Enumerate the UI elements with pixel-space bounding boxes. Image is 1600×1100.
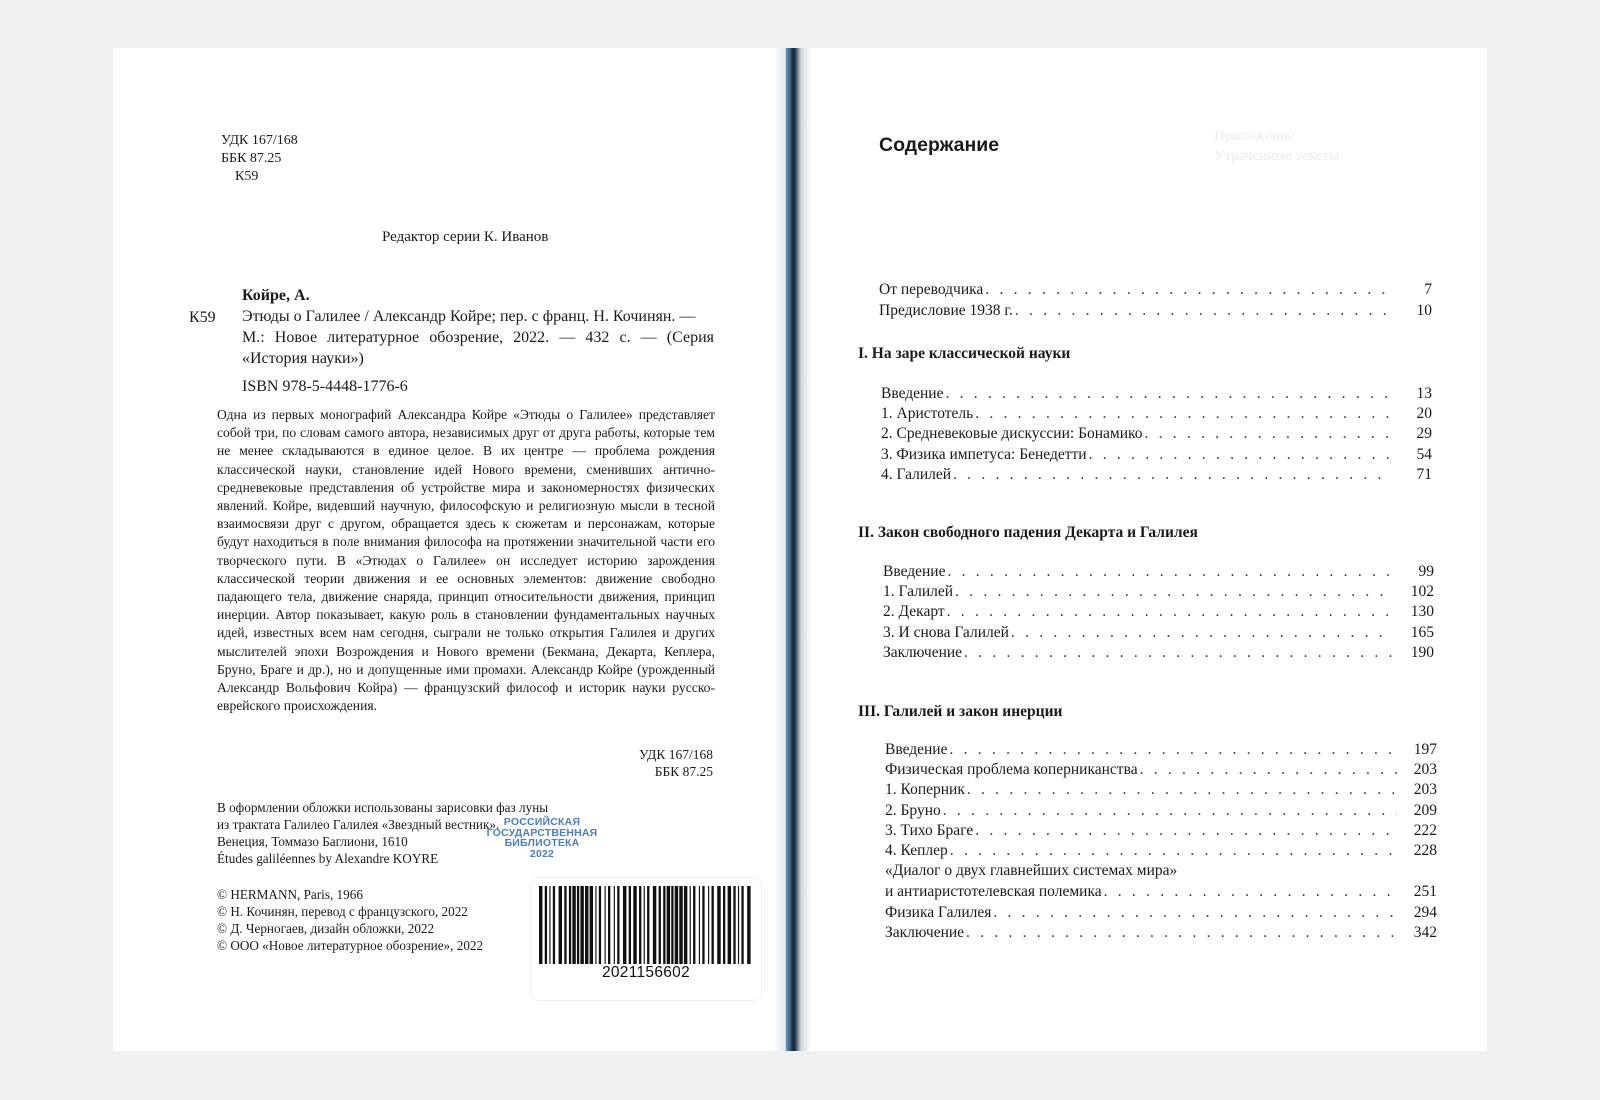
- toc-page-number: 165: [1410, 623, 1434, 641]
- barcode-bar: [728, 886, 731, 964]
- toc-page-number: 20: [1416, 405, 1432, 423]
- toc-leader-dots: [985, 280, 1392, 299]
- toc-entry-title: 2. Средневековые дискуссии: Бонамико: [881, 425, 1143, 443]
- record-line-1: Этюды о Галилее / Александр Койре; пер. с франц. Н. Кочинян. —: [242, 308, 696, 325]
- barcode-bar: [679, 886, 682, 964]
- author-mark: К59: [235, 169, 259, 184]
- toc-page-number: 222: [1413, 821, 1437, 839]
- toc-entry-title: Заключение: [883, 643, 963, 661]
- barcode-bar: [693, 886, 695, 964]
- annotation-bbk: ББК 87.25: [654, 764, 713, 779]
- toc-entry: [883, 582, 1434, 601]
- barcode-bar: [580, 886, 583, 964]
- toc-leader-dots: [950, 841, 1397, 860]
- barcode-bar: [590, 886, 593, 964]
- toc-leader-dots: [1145, 424, 1393, 443]
- toc-entry-title: 2. Декарт: [883, 603, 945, 621]
- toc-page-number: 71: [1416, 465, 1432, 483]
- toc-leader-dots: [964, 643, 1394, 662]
- toc-page-number: 13: [1416, 385, 1432, 402]
- toc-entry-title: 4. Кеплер: [885, 842, 948, 859]
- bbk-code: ББК 87.25: [221, 151, 282, 166]
- toc-page-number: 102: [1410, 583, 1434, 601]
- author-mark-side: К59: [189, 309, 216, 326]
- toc-entry-title: Введение: [883, 563, 946, 580]
- toc-entry-title: Введение: [885, 741, 948, 758]
- barcode-bar: [549, 886, 550, 964]
- barcode-bar: [675, 886, 678, 964]
- barcode-bar: [747, 886, 750, 964]
- original-title: Études galiléennes by Alexandre KOYRE: [217, 851, 439, 866]
- barcode-bar: [608, 886, 610, 964]
- toc-leader-dots: [955, 582, 1394, 601]
- toc-leader-dots: [949, 740, 1397, 759]
- copyright-line: © ООО «Новое литературное обозрение», 2022: [217, 938, 484, 953]
- toc-entry-title: 3. Тихо Браге: [885, 821, 974, 839]
- toc-page-number: 197: [1413, 741, 1437, 758]
- cover-note-line: В оформлении обложки использованы зарисовки фаз луны: [217, 800, 549, 815]
- toc-entry-title: От переводчика: [879, 281, 984, 298]
- toc-entry: [885, 801, 1437, 820]
- stamp-line: РОССИЙСКАЯ: [503, 816, 581, 828]
- barcode-bar: [723, 886, 725, 964]
- cover-note-line: Венеция, Томмазо Баглиони, 1610: [217, 834, 408, 849]
- annotation: Одна из первых монографий Александра Койре «Этюды о Галилее» представляет собой три, по словам самого автора, независимых друг от друга работы, которые тем не менее складываются в единое целое. В их центре — проблема рождения классической науки, становление идей Нового времени, сменивших антично-средневековые представления об устройстве мира и закономерностях физических явлений. Койре, видевший научную, философскую и религиозную мысли в тесной взаимосвязи друг с другом, обращается здесь к сюжетам и персонажам, которые будут находиться в поле внимания философа на протяжении значительной части его творческого пути. В «Этюдах о Галилее» он исследует историю зарождения классической теории движения и ее основных элементов: движение свободно падающего тела, движение снаряда, принцип относительности движения, принцип инерции. Автор показывает, какую роль в становлении фундаментальных научных идей, известных всем нам сегодня, сыграли не только открытия Галилея и других мыслителей эпохи Возрождения и Нового времени (Бекмана, Декарта, Кеплера, Бруно, Браге и др.), но и допущенные ими промахи. Александр Койре (урожденный Александр Вольфович Койра) — французский философ и историк науки русско-еврейского происхождения.: [217, 407, 715, 714]
- toc-leader-dots: [1140, 760, 1397, 779]
- toc-leader-dots: [975, 404, 1392, 423]
- barcode-bar: [659, 886, 661, 964]
- toc-leader-dots: [1011, 623, 1394, 642]
- barcode-bar: [702, 886, 704, 964]
- isbn: ISBN 978-5-4448-1776-6: [242, 378, 408, 395]
- record-line-3: «История науки»): [242, 350, 364, 367]
- toc-leader-dots: [1089, 445, 1392, 464]
- toc-leader-dots: [945, 384, 1392, 403]
- toc-entry-title: 2. Бруно: [885, 801, 941, 819]
- barcode-bar: [733, 886, 735, 964]
- barcode-bar: [617, 886, 619, 964]
- barcode-bar: [712, 886, 714, 964]
- barcode-bar: [690, 886, 691, 964]
- copyright-line: © Н. Кочинян, перевод с французского, 2022: [217, 904, 468, 919]
- toc-entry: [881, 424, 1432, 443]
- toc-leader-dots: [953, 465, 1392, 484]
- record-author: Койре, А.: [242, 287, 310, 304]
- toc-entry-title: «Диалог о двух главнейших системах мира»: [885, 862, 1178, 880]
- toc-leader-dots: [1104, 882, 1397, 901]
- barcode-bar: [708, 886, 709, 964]
- toc-entry-title: 4. Галилей: [881, 465, 952, 483]
- bibliographic-record: [242, 285, 714, 369]
- barcode-bar: [667, 886, 670, 964]
- toc-entry: [883, 562, 1434, 581]
- barcode-bar: [639, 886, 641, 964]
- toc-entry-title: 3. Физика импетуса: Бенедетти: [881, 445, 1087, 463]
- barcode-bar: [553, 886, 555, 964]
- toc-leader-dots: [993, 903, 1397, 922]
- toc-entry: [885, 821, 1437, 840]
- toc-leader-dots: [943, 801, 1397, 820]
- library-stamp: [480, 817, 604, 859]
- toc-entry-title: Физика Галилея: [885, 903, 992, 921]
- toc-entry: [881, 384, 1432, 403]
- toc-entry-title: 3. И снова Галилей: [883, 623, 1009, 641]
- barcode-label: [531, 878, 761, 1000]
- barcode-bar: [699, 886, 700, 964]
- toc-section-heading: I. На заре классической науки: [858, 345, 1071, 362]
- toc-leader-dots: [947, 602, 1394, 621]
- toc-entry-title: 1. Коперник: [885, 781, 965, 799]
- barcode-bars: [537, 886, 755, 964]
- barcode-bar: [684, 886, 687, 964]
- toc-entry-title: Заключение: [885, 923, 965, 941]
- toc-page-number: 228: [1413, 842, 1437, 859]
- stamp-line: 2022: [529, 847, 555, 860]
- barcode-bar: [572, 886, 575, 964]
- barcode-bar: [647, 886, 649, 964]
- stamp-line: БИБЛИОТЕКА: [504, 837, 580, 849]
- barcode-bar: [671, 886, 673, 964]
- toc-page-number: 209: [1413, 801, 1437, 819]
- toc-section-heading: II. Закон свободного падения Декарта и Галилея: [858, 524, 1198, 541]
- toc-page-number: 99: [1418, 563, 1434, 580]
- barcode-bar: [605, 886, 606, 964]
- toc-entry-title: Введение: [881, 385, 944, 402]
- gutter-shadow: [786, 48, 790, 1051]
- contents-page: [789, 48, 1487, 1051]
- barcode-bar: [741, 886, 743, 964]
- barcode-bar: [644, 886, 645, 964]
- toc-entry: [879, 301, 1432, 320]
- toc-entry-title: 1. Аристотель: [881, 405, 974, 423]
- barcode-bar: [614, 886, 615, 964]
- barcode-bar: [545, 886, 547, 964]
- annotation-codes: [583, 746, 713, 780]
- toc-entry: [885, 882, 1437, 901]
- toc-leader-dots: [975, 821, 1397, 840]
- barcode-bar: [539, 886, 542, 964]
- toc-entry: [885, 841, 1437, 860]
- toc-entry: [881, 404, 1432, 423]
- barcode-bar: [595, 886, 596, 964]
- barcode-bar: [738, 886, 739, 964]
- toc-entry: [881, 465, 1432, 484]
- copyright-block: [217, 886, 483, 954]
- barcode-bar: [717, 886, 720, 964]
- toc-leader-dots: [947, 562, 1394, 581]
- toc-page-number: 54: [1416, 445, 1432, 463]
- barcode-bar: [623, 886, 626, 964]
- toc-entry: [879, 280, 1432, 299]
- toc-entry: [883, 643, 1434, 662]
- annotation-udk: УДК 167/168: [638, 747, 713, 762]
- toc-page-number: 130: [1410, 603, 1434, 621]
- toc-page-number: 294: [1413, 903, 1437, 921]
- toc-entry-title: и антиаристотелевская полемика: [885, 883, 1102, 901]
- toc-leader-dots: [1015, 301, 1392, 320]
- toc-entry: [885, 923, 1437, 942]
- toc-entry-title: Предисловие 1938 г.: [879, 302, 1013, 319]
- toc-leader-dots: [967, 780, 1397, 799]
- barcode-bar: [653, 886, 656, 964]
- barcode-bar: [569, 886, 571, 964]
- imprint-page: [113, 48, 789, 1051]
- toc-page-number: 29: [1416, 425, 1432, 443]
- barcode-bar: [559, 886, 562, 964]
- toc-entry-title: 1. Галилей: [883, 583, 954, 601]
- toc-page-number: 342: [1413, 923, 1437, 941]
- barcode-bar: [633, 886, 636, 964]
- toc-page-number: 203: [1413, 781, 1437, 799]
- book-spread: [113, 48, 1487, 1051]
- copyright-line: © Д. Черногаев, дизайн обложки, 2022: [217, 921, 435, 936]
- toc-entry: [885, 740, 1437, 759]
- toc-page-number: 10: [1416, 302, 1432, 319]
- copyright-line: © HERMANN, Paris, 1966: [217, 887, 363, 902]
- toc-entry-title: Физическая проблема коперниканства: [885, 761, 1138, 779]
- toc-entry: [885, 903, 1437, 922]
- barcode-number: 2021156602: [601, 964, 691, 981]
- barcode-bar: [663, 886, 665, 964]
- toc-page-number: 251: [1413, 883, 1437, 901]
- book-gutter: [771, 48, 811, 1051]
- toc-entry: [883, 623, 1434, 642]
- toc-entry: [885, 780, 1437, 799]
- barcode-bar: [585, 886, 588, 964]
- toc-section-heading: III. Галилей и закон инерции: [858, 703, 1063, 720]
- toc-entry: [885, 760, 1437, 779]
- show-through-text: Приложение: [1214, 128, 1295, 144]
- barcode-bar: [629, 886, 631, 964]
- udk-code: УДК 167/168: [221, 133, 298, 148]
- classification-codes: [221, 132, 298, 186]
- stamp-line: ГОСУДАРСТВЕННАЯ: [486, 826, 598, 839]
- series-editor: Редактор серии К. Иванов: [382, 229, 549, 245]
- barcode-bar: [564, 886, 566, 964]
- toc-entry: [881, 445, 1432, 464]
- toc-entry: [883, 602, 1434, 621]
- toc-page-number: 203: [1413, 761, 1437, 779]
- record-line-2: М.: Новое литературное обозрение, 2022. — 432 с. — (Серия: [242, 329, 714, 346]
- toc-entry: [885, 861, 1437, 880]
- barcode-bar: [577, 886, 579, 964]
- barcode-bar: [599, 886, 601, 964]
- show-through-text: Утраченные тексты: [1214, 148, 1340, 164]
- toc-page-number: 190: [1410, 643, 1434, 661]
- toc-leader-dots: [966, 923, 1397, 942]
- cover-note-line: из трактата Галилео Галилея «Звездный вестник».: [217, 817, 500, 832]
- contents-title: Содержание: [879, 134, 1000, 156]
- toc-page-number: 7: [1424, 281, 1432, 298]
